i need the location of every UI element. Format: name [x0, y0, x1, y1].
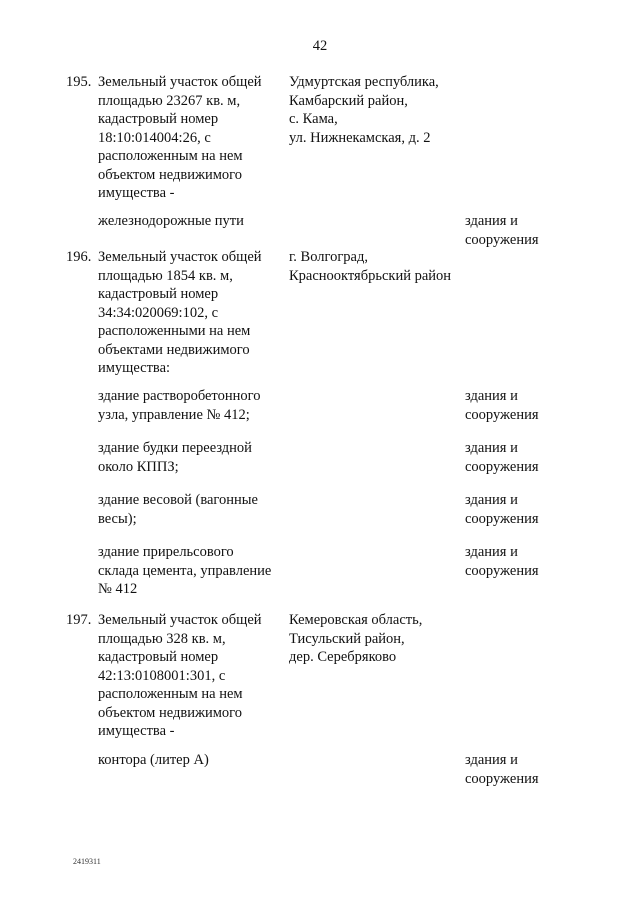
object-name: контора (литер А) [98, 752, 209, 768]
object-type: здания и сооружения [465, 388, 539, 423]
entry-description: Земельный участок общей площадью 23267 кв. м, кадастровый номер 18:10:014004:26, с расположенным на нем объектом недвижимого имущества - [98, 74, 262, 201]
page-number: 42 [312, 38, 328, 54]
object-name: железнодорожные пути [98, 213, 244, 229]
entry-address: Кемеровская область, Тисульский район, дер. Серебряково [289, 612, 423, 665]
object-type: здания и сооружения [465, 752, 539, 787]
entry-number: 197. [66, 612, 92, 628]
entry-address: г. Волгоград, Краснооктябрьский район [289, 249, 452, 284]
entry-number: 195. [66, 74, 92, 90]
object-type: здания и сооружения [465, 544, 539, 579]
object-name: здание будки переездной около КППЗ; [98, 440, 252, 475]
object-name: здание растворобетонного узла, управление № 412; [98, 388, 261, 423]
entry-number: 196. [66, 249, 92, 265]
entry-address: Удмуртская республика, Камбарский район, с. Кама, ул. Нижнекамская, д. 2 [289, 74, 439, 146]
entry-description: Земельный участок общей площадью 1854 кв. м, кадастровый номер 34:34:020069:102, с расположенными на нем объектами недвижимого имущества: [98, 249, 262, 376]
object-type: здания и сооружения [465, 440, 539, 475]
object-type: здания и сооружения [465, 213, 539, 248]
object-type: здания и сооружения [465, 492, 539, 527]
entry-description: Земельный участок общей площадью 328 кв. м, кадастровый номер 42:13:0108001:301, с расположенным на нем объектом недвижимого имущества - [98, 612, 262, 739]
object-name: здание весовой (вагонные весы); [98, 492, 258, 527]
document-code: 2419311 [73, 857, 101, 866]
object-name: здание прирельсового склада цемента, управление № 412 [98, 544, 272, 597]
